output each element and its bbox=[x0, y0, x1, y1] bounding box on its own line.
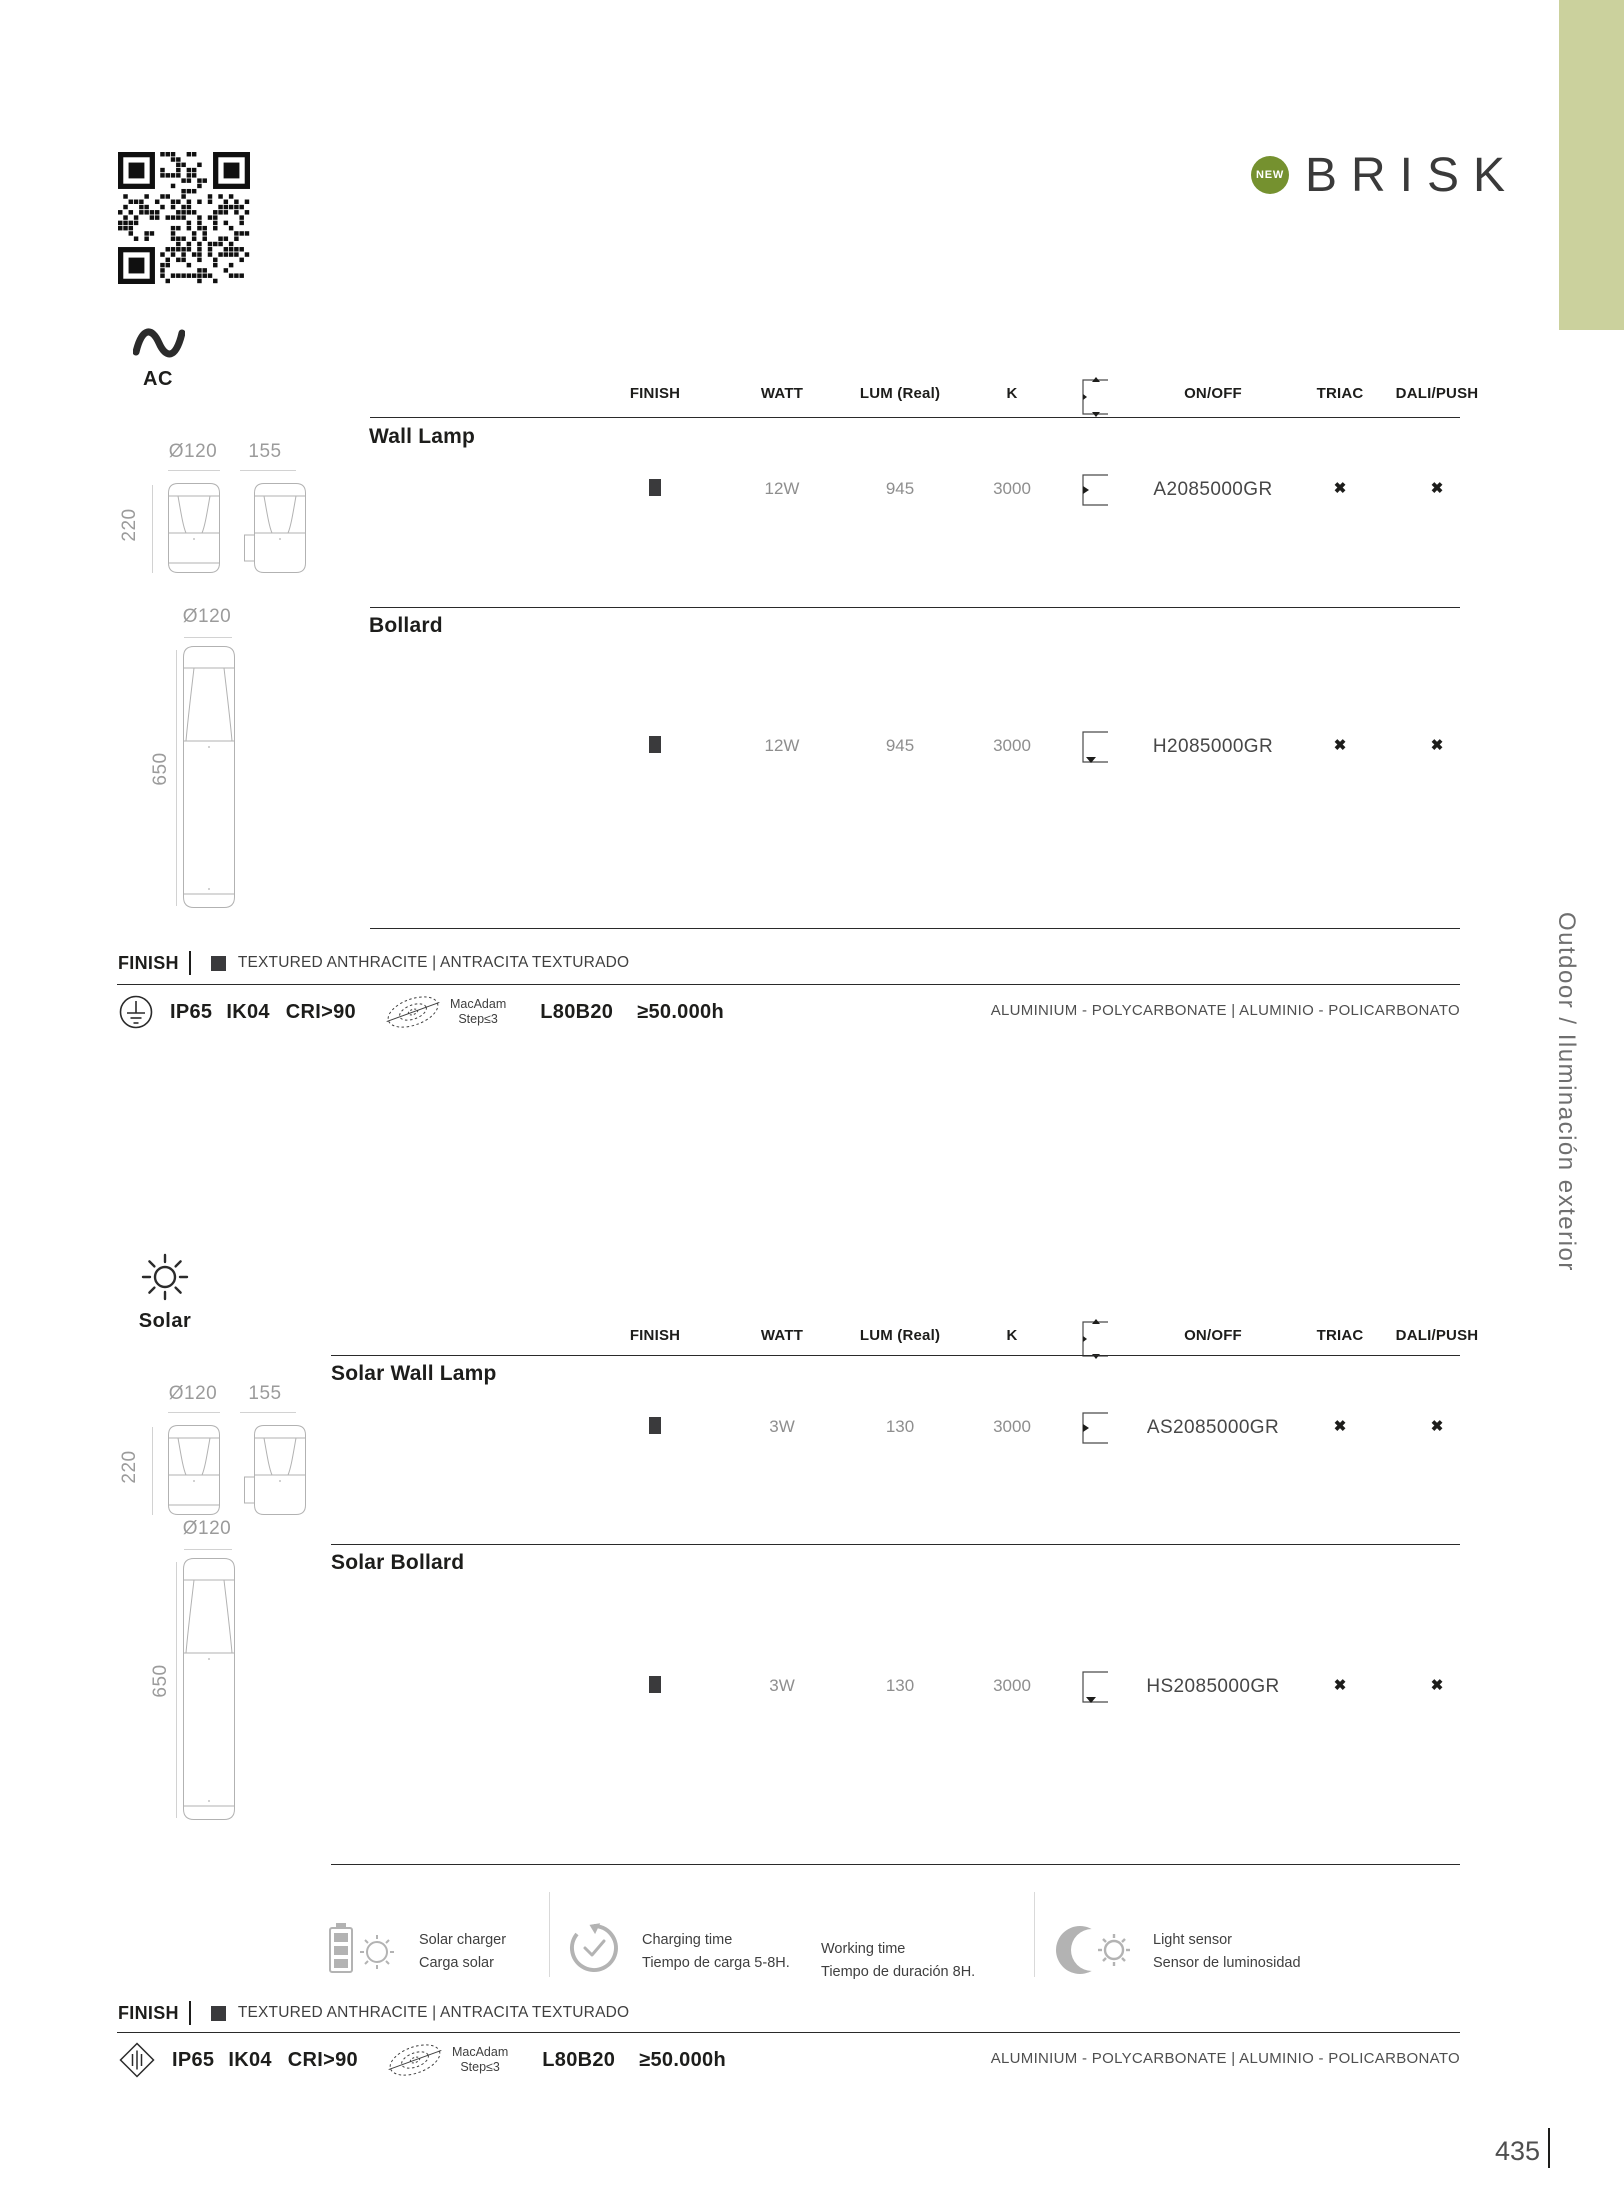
k-value: 3000 bbox=[993, 1417, 1031, 1436]
anthracite-swatch bbox=[211, 2006, 226, 2021]
page-number: 435 bbox=[1494, 2136, 1540, 2166]
watt-value: 3W bbox=[769, 1417, 795, 1436]
dali-mark: ✖ bbox=[1430, 480, 1444, 497]
macadam-label: MacAdam Step≤3 bbox=[449, 997, 507, 1026]
col-triac: TRIAC bbox=[1316, 385, 1364, 402]
ik-rating: IK04 bbox=[226, 1000, 270, 1023]
edge-category-label: Outdoor / Iluminación exterior bbox=[1553, 912, 1580, 1272]
beam-direction-side-icon bbox=[1076, 473, 1114, 507]
solar-wall-lamp-title: Solar Wall Lamp bbox=[331, 1362, 497, 1385]
watt-value: 12W bbox=[764, 479, 800, 498]
k-value: 3000 bbox=[993, 1676, 1031, 1695]
finish-swatch bbox=[615, 1417, 695, 1439]
triac-mark: ✖ bbox=[1333, 480, 1347, 497]
beam-direction-header-icon bbox=[1076, 1319, 1114, 1359]
k-value: 3000 bbox=[993, 736, 1031, 755]
solar-wall-height-label: 220 bbox=[119, 1450, 140, 1484]
col-onoff: ON/OFF bbox=[1184, 1327, 1242, 1344]
charging-time-icon bbox=[568, 1922, 620, 1974]
l80-rating: L80B20 bbox=[542, 2048, 616, 2071]
ac-materials: ALUMINIUM - POLYCARBONATE | ALUMINIO - POLICARBONATO bbox=[990, 1002, 1460, 1019]
cri-rating: CRI>90 bbox=[287, 2048, 358, 2071]
col-watt: WATT bbox=[760, 1327, 804, 1344]
ac-bollard-height-label: 650 bbox=[150, 752, 171, 786]
dali-mark: ✖ bbox=[1430, 1418, 1444, 1435]
charging-time-label: Charging time Tiempo de carga 5-8H. bbox=[642, 1932, 790, 1971]
ac-table-header bbox=[0, 385, 1624, 409]
sidebar-accent-bar bbox=[1559, 0, 1624, 330]
beam-direction-down-icon bbox=[1076, 730, 1114, 764]
ac-wall-lamp-title: Wall Lamp bbox=[369, 425, 476, 448]
ac-bollard-row bbox=[0, 736, 1624, 760]
col-finish: FINISH bbox=[629, 1327, 681, 1344]
solar-materials: ALUMINIUM - POLYCARBONATE | ALUMINIO - POLICARBONATO bbox=[990, 2050, 1460, 2067]
finish-value: TEXTURED ANTHRACITE | ANTRACITA TEXTURADO bbox=[237, 954, 630, 971]
col-lum: LUM (Real) bbox=[859, 1327, 941, 1344]
col-dali: DALI/PUSH bbox=[1395, 385, 1479, 402]
solar-bollard-diameter-label: Ø120 bbox=[182, 1518, 232, 1539]
ac-bollard-diameter-label: Ø120 bbox=[182, 606, 232, 627]
ip-rating: IP65 bbox=[172, 2048, 215, 2071]
working-time-label: Working time Tiempo de duración 8H. bbox=[821, 1941, 976, 1980]
beam-direction-header-icon bbox=[1076, 377, 1114, 417]
finish-swatch bbox=[615, 1676, 695, 1698]
product-code: AS2085000GR bbox=[1146, 1417, 1280, 1438]
class1-earth-icon bbox=[118, 994, 154, 1030]
macadam-label: MacAdam Step≤3 bbox=[451, 2045, 509, 2074]
solar-bollard-height-label: 650 bbox=[150, 1664, 171, 1698]
solar-charger-label: Solar charger Carga solar bbox=[419, 1932, 507, 1971]
ac-power-icon bbox=[133, 320, 185, 366]
light-sensor-icon bbox=[1056, 1922, 1136, 1978]
divider bbox=[189, 951, 191, 975]
col-k: K bbox=[1006, 1327, 1018, 1344]
dali-mark: ✖ bbox=[1430, 737, 1444, 754]
col-k: K bbox=[1006, 385, 1018, 402]
triac-mark: ✖ bbox=[1333, 1677, 1347, 1694]
ac-finish-note bbox=[118, 950, 629, 976]
product-code: HS2085000GR bbox=[1146, 1676, 1280, 1697]
solar-power-label: Solar bbox=[138, 1310, 192, 1332]
ac-bollard-title: Bollard bbox=[369, 614, 443, 637]
k-value: 3000 bbox=[993, 479, 1031, 498]
col-lum: LUM (Real) bbox=[859, 385, 941, 402]
brand-title: BRISK bbox=[1305, 149, 1520, 202]
solar-table-header bbox=[0, 1327, 1624, 1351]
lum-value: 945 bbox=[885, 736, 915, 755]
finish-label: FINISH bbox=[118, 952, 179, 973]
page-number-bar bbox=[1548, 2128, 1550, 2168]
triac-mark: ✖ bbox=[1333, 1418, 1347, 1435]
finish-label: FINISH bbox=[118, 2002, 179, 2023]
solar-wall-depth-label: 155 bbox=[248, 1383, 282, 1404]
ip-rating: IP65 bbox=[170, 1000, 213, 1023]
finish-swatch bbox=[615, 736, 695, 758]
col-dali: DALI/PUSH bbox=[1395, 1327, 1479, 1344]
watt-value: 12W bbox=[764, 736, 800, 755]
lum-value: 130 bbox=[885, 1417, 915, 1436]
solar-bollard-row bbox=[0, 1676, 1624, 1700]
lifetime-hours: ≥50.000h bbox=[637, 1000, 724, 1023]
product-code: A2085000GR bbox=[1153, 479, 1273, 500]
lum-value: 945 bbox=[885, 479, 915, 498]
col-finish: FINISH bbox=[629, 385, 681, 402]
solar-bollard-title: Solar Bollard bbox=[331, 1551, 465, 1574]
finish-value: TEXTURED ANTHRACITE | ANTRACITA TEXTURADO bbox=[237, 2004, 630, 2021]
ac-wall-depth-label: 155 bbox=[248, 441, 282, 462]
ac-specs-row bbox=[118, 988, 724, 1036]
l80-rating: L80B20 bbox=[540, 1000, 614, 1023]
ac-wall-height-label: 220 bbox=[119, 508, 140, 542]
macadam-icon bbox=[386, 2038, 444, 2082]
divider bbox=[189, 2001, 191, 2025]
solar-power-icon bbox=[140, 1252, 190, 1302]
solar-wall-lamp-row bbox=[0, 1417, 1624, 1441]
lifetime-hours: ≥50.000h bbox=[639, 2048, 726, 2071]
dali-mark: ✖ bbox=[1430, 1677, 1444, 1694]
product-code: H2085000GR bbox=[1152, 736, 1274, 757]
ac-bollard-drawing bbox=[183, 646, 235, 908]
ac-wall-lamp-row bbox=[0, 479, 1624, 503]
class3-icon bbox=[118, 2041, 156, 2079]
col-triac: TRIAC bbox=[1316, 1327, 1364, 1344]
ik-rating: IK04 bbox=[228, 2048, 272, 2071]
solar-specs-row bbox=[118, 2036, 726, 2084]
lum-value: 130 bbox=[885, 1676, 915, 1695]
triac-mark: ✖ bbox=[1333, 737, 1347, 754]
col-onoff: ON/OFF bbox=[1184, 385, 1242, 402]
anthracite-swatch bbox=[211, 956, 226, 971]
solar-charger-icon bbox=[327, 1922, 403, 1974]
cri-rating: CRI>90 bbox=[285, 1000, 356, 1023]
macadam-icon bbox=[384, 990, 442, 1034]
watt-value: 3W bbox=[769, 1676, 795, 1695]
finish-swatch bbox=[615, 479, 695, 501]
col-watt: WATT bbox=[760, 385, 804, 402]
qr-code bbox=[118, 152, 250, 284]
ac-wall-diameter-label: Ø120 bbox=[168, 441, 218, 462]
ac-power-label: AC bbox=[143, 368, 173, 390]
beam-direction-down-icon bbox=[1076, 1670, 1114, 1704]
beam-direction-side-icon bbox=[1076, 1411, 1114, 1445]
solar-finish-note bbox=[118, 2000, 629, 2026]
light-sensor-label: Light sensor Sensor de luminosidad bbox=[1153, 1932, 1301, 1971]
solar-wall-diameter-label: Ø120 bbox=[168, 1383, 218, 1404]
new-badge: NEW bbox=[1251, 156, 1289, 194]
